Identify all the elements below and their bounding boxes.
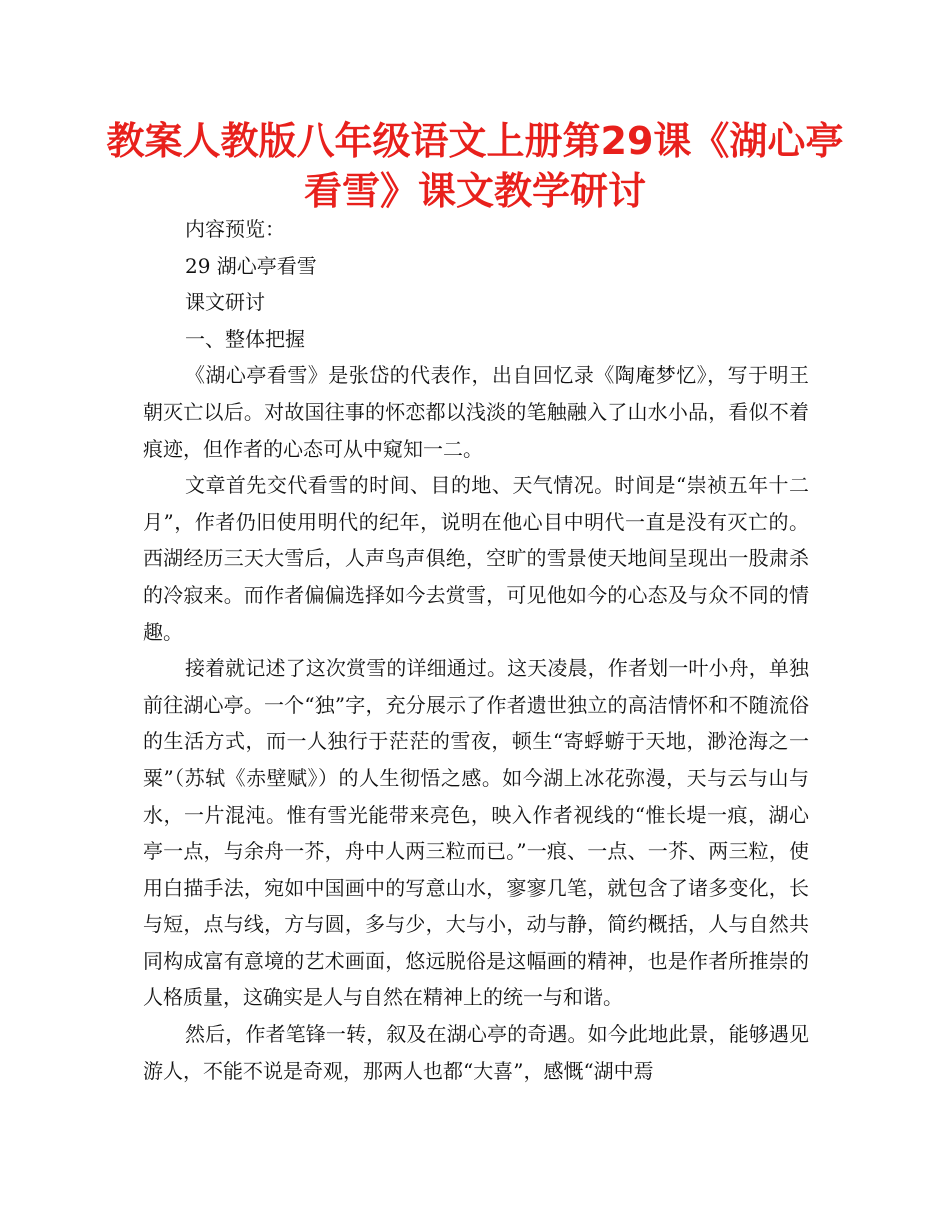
- paragraph-section-heading: 课文研讨: [185, 290, 265, 315]
- paragraph-lesson-number: 29 湖心亭看雪: [185, 253, 317, 278]
- paragraph-journey: 接着就记述了这次赏雪的详细通过。这天凌晨，作者划一叶小舟，单独前往湖心亭。一个“独”字，充分展示了作者遗世独立的高洁情怀和不随流俗的生活方式，而一人独行于茫茫的雪夜，顿生“寄蜉蝣于天地，渺沧海之一粟”（苏轼《赤壁赋》）的人生彻悟之感。如今湖上冰花弥漫，天与云与山与水，一片混沌。惟有雪光能带来亮色，映入作者视线的“惟长堤一痕，湖心亭一点，与余舟一芥，舟中人两三粒而已。”一痕、一点、一芥、两三粒，使用白描手法，宛如中国画中的写意山水，寥寥几笔，就包含了诸多变化，长与短，点与线，方与圆，多与少，大与小，动与静，简约概括，人与自然共同构成富有意境的艺术画面，悠远脱俗是这幅画的精神，也是作者所推崇的人格质量，这确实是人与自然在精神上的统一与和谐。: [143, 656, 809, 1010]
- paragraph-preview-label: 内容预览：: [185, 217, 285, 241]
- paragraph-subheading: 一、整体把握: [185, 326, 305, 351]
- document-title: 教案人教版八年级语文上册第29课《湖心亭看雪》课文教学研讨: [106, 119, 844, 213]
- paragraph-encounter: 然后，作者笔锋一转，叙及在湖心亭的奇遇。如今此地此景，能够遇见游人，不能不说是奇观，那两人也都“大喜”，感慨“湖中焉: [143, 1022, 809, 1083]
- document-body: [143, 211, 809, 1089]
- paragraph-time-weather: 文章首先交代看雪的时间、目的地、天气情况。时间是“崇祯五年十二月”，作者仍旧使用明代的纪年，说明在他心目中明代一直是没有灭亡的。西湖经历三天大雪后，人声鸟声俱绝，空旷的雪景使天地间呈现出一股肃杀的冷寂来。而作者偏偏选择如今去赏雪，可见他如今的心态及与众不同的情趣。: [143, 473, 809, 644]
- paragraph-intro: 《湖心亭看雪》是张岱的代表作，出自回忆录《陶庵梦忆》，写于明王朝灭亡以后。对故国往事的怀恋都以浅淡的笔触融入了山水小品，看似不着痕迹，但作者的心态可从中窥知一二。: [143, 363, 809, 461]
